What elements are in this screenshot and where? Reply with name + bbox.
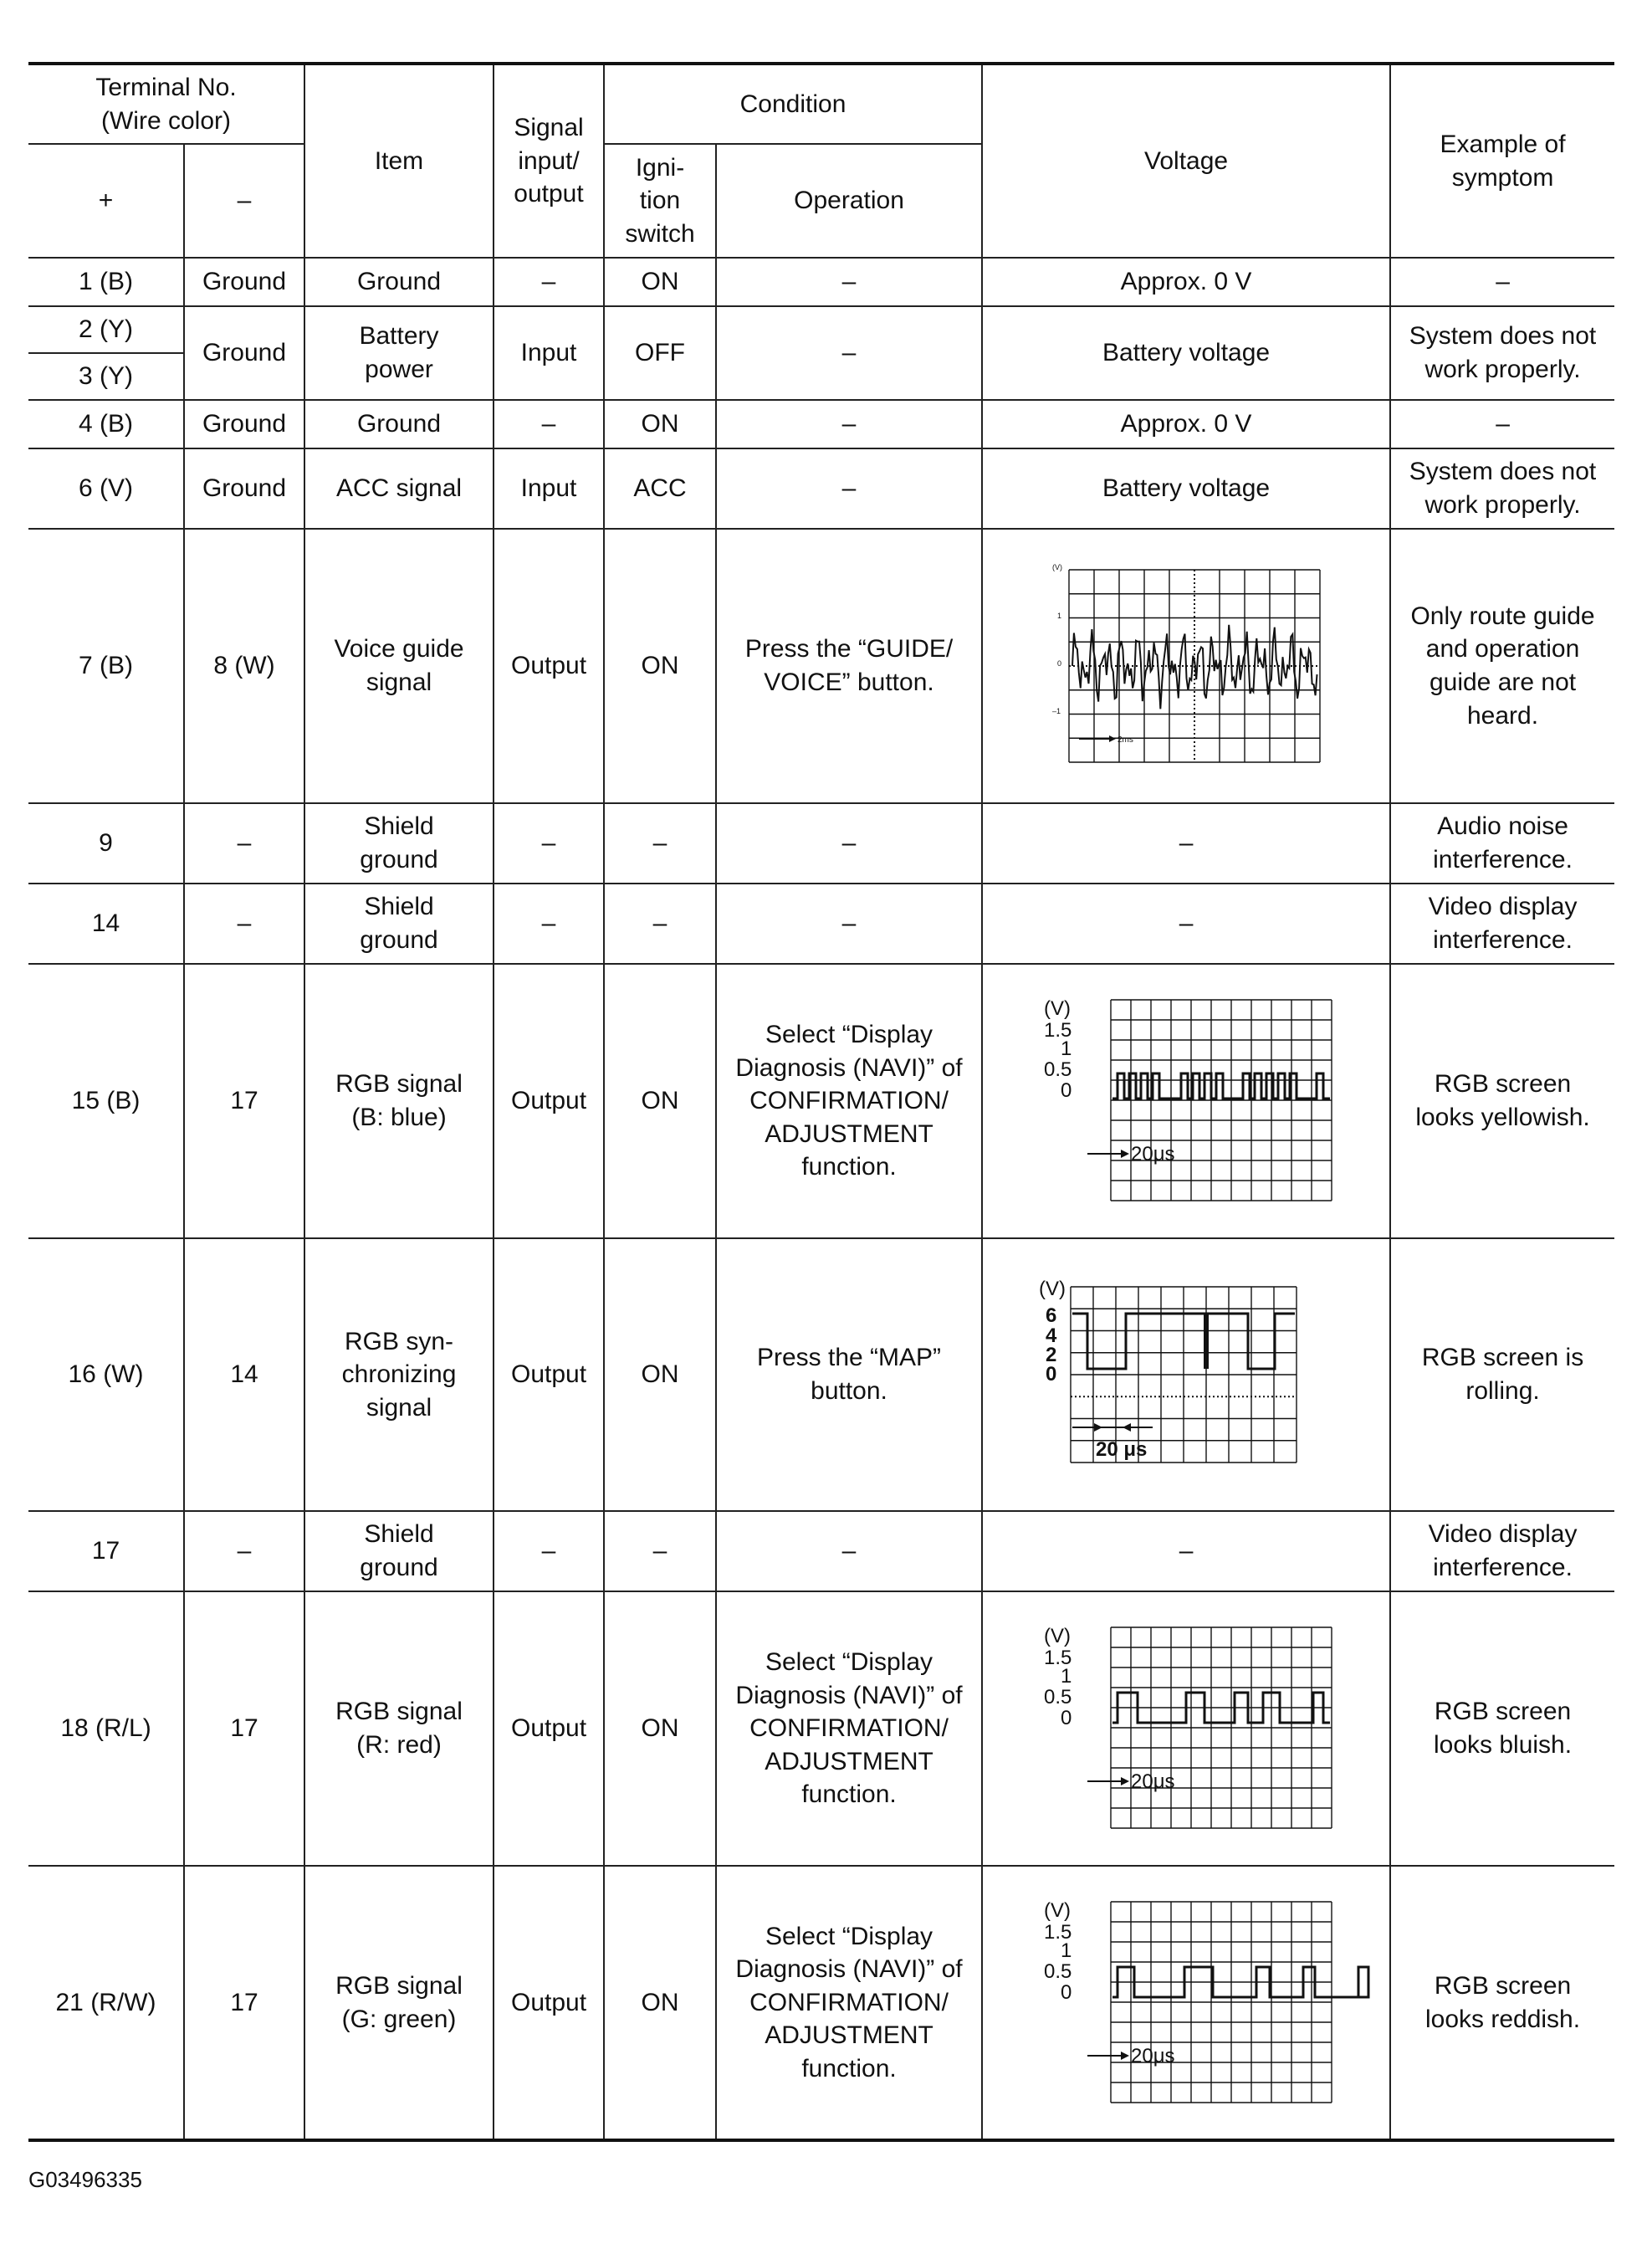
- rgb-sync-waveform-scope: [1036, 1270, 1337, 1479]
- terminal-plus: 14: [28, 884, 184, 964]
- operation-cell: –: [716, 258, 982, 306]
- ignition-header: Igni- tion switch: [604, 144, 716, 258]
- voltage-cell: [982, 1591, 1390, 1866]
- terminal-minus: 14: [184, 1238, 304, 1511]
- operation-cell: Press the “MAP” button.: [716, 1238, 982, 1511]
- io-cell: Input: [494, 448, 604, 529]
- table-row: [28, 258, 1614, 306]
- table-row: [28, 1511, 1614, 1591]
- scope-tick-label: 0: [1061, 1079, 1072, 1102]
- symptom-cell: System does not work properly.: [1390, 448, 1614, 529]
- scale-arrowhead: [1121, 1150, 1129, 1158]
- operation-cell: Press the “GUIDE/ VOICE” button.: [716, 529, 982, 803]
- terminal-plus: 17: [28, 1511, 184, 1591]
- ignition-cell: ON: [604, 400, 716, 448]
- scope-scale-label: 20μs: [1131, 2044, 1175, 2067]
- io-cell: –: [494, 884, 604, 964]
- scope-tick-label: 1: [1061, 1665, 1072, 1688]
- terminal-plus: 7 (B): [28, 529, 184, 803]
- scope-scale-label: 20μs: [1131, 1770, 1175, 1793]
- scope-tick-label: 6: [1046, 1304, 1057, 1327]
- symptom-cell: RGB screen looks yellowish.: [1390, 964, 1614, 1238]
- io-cell: Output: [494, 1591, 604, 1866]
- scope-tick-label: 1: [1057, 612, 1062, 620]
- scope-grid: [1111, 1627, 1332, 1828]
- voltage-cell: –: [982, 884, 1390, 964]
- table-row: [28, 400, 1614, 448]
- io-cell: Output: [494, 529, 604, 803]
- terminal-minus: Ground: [184, 448, 304, 529]
- voltage-cell: [982, 529, 1390, 803]
- ignition-cell: ON: [604, 258, 716, 306]
- terminal-minus: –: [184, 884, 304, 964]
- ignition-cell: –: [604, 1511, 716, 1591]
- operation-cell: Select “Display Diagnosis (NAVI)” of CONFIRMATION/ ADJUSTMENT function.: [716, 1866, 982, 2140]
- item-cell: Shield ground: [304, 1511, 494, 1591]
- scope-tick-label: 0: [1061, 1707, 1072, 1729]
- table-row: [28, 884, 1614, 964]
- item-cell: RGB signal (R: red): [304, 1591, 494, 1866]
- terminal-minus: 8 (W): [184, 529, 304, 803]
- voltage-header: Voltage: [982, 64, 1390, 258]
- item-cell: RGB signal (B: blue): [304, 964, 494, 1238]
- operation-cell: –: [716, 400, 982, 448]
- ignition-cell: –: [604, 884, 716, 964]
- scale-arrowhead: [1123, 1423, 1131, 1432]
- scope-scale-label: 2ms: [1118, 735, 1133, 745]
- scope-grid: [1111, 1000, 1332, 1201]
- scope-tick-label: 1.5: [1044, 1019, 1072, 1042]
- terminal-plus: 1 (B): [28, 258, 184, 306]
- ignition-cell: ACC: [604, 448, 716, 529]
- table-row: [28, 803, 1614, 884]
- scope-tick-label: 0.5: [1044, 1959, 1072, 1983]
- ignition-cell: ON: [604, 529, 716, 803]
- voltage-cell: [982, 1238, 1390, 1511]
- symptom-header: Example of symptom: [1390, 64, 1614, 258]
- scope-tick-label: 0: [1061, 1980, 1072, 2004]
- operation-cell: –: [716, 1511, 982, 1591]
- operation-cell: Select “Display Diagnosis (NAVI)” of CONFIRMATION/ ADJUSTMENT function.: [716, 964, 982, 1238]
- terminal-minus: 17: [184, 1591, 304, 1866]
- voltage-cell: –: [982, 1511, 1390, 1591]
- rgb-red-waveform-scope: [1036, 1624, 1337, 1833]
- scope-tick-label: 1: [1061, 1939, 1072, 1962]
- item-cell: RGB signal (G: green): [304, 1866, 494, 2140]
- scope-scale-label: 20 μs: [1096, 1438, 1148, 1461]
- item-cell: Voice guide signal: [304, 529, 494, 803]
- io-cell: –: [494, 1511, 604, 1591]
- symptom-cell: RGB screen looks bluish.: [1390, 1591, 1614, 1866]
- item-cell: Battery power: [304, 306, 494, 400]
- terminal-spec-sheet: [28, 62, 1614, 2142]
- table-row: [28, 529, 1614, 803]
- scope-tick-label: –1: [1052, 707, 1061, 715]
- item-cell: Shield ground: [304, 803, 494, 884]
- condition-header: Condition: [604, 64, 982, 144]
- operation-cell: –: [716, 306, 982, 400]
- scope-unit-label: (V): [1044, 1625, 1071, 1647]
- rgb-blue-waveform-scope: [1036, 996, 1337, 1206]
- scope-tick-label: 1: [1061, 1037, 1072, 1060]
- io-cell: –: [494, 400, 604, 448]
- terminal-plus: 15 (B): [28, 964, 184, 1238]
- terminal-plus: 18 (R/L): [28, 1591, 184, 1866]
- item-cell: Ground: [304, 400, 494, 448]
- item-cell: Ground: [304, 258, 494, 306]
- table-row: [28, 964, 1614, 1238]
- scope-tick-label: 4: [1046, 1324, 1057, 1347]
- terminal-minus: –: [184, 1511, 304, 1591]
- scale-arrowhead: [1094, 1423, 1102, 1432]
- symptom-cell: RGB screen looks reddish.: [1390, 1866, 1614, 2140]
- scope-tick-label: 0.5: [1044, 1058, 1072, 1081]
- scope-tick-label: 0.5: [1044, 1686, 1072, 1708]
- ignition-cell: ON: [604, 964, 716, 1238]
- terminal-minus: –: [184, 803, 304, 884]
- ignition-cell: –: [604, 803, 716, 884]
- io-cell: Output: [494, 964, 604, 1238]
- voltage-cell: Battery voltage: [982, 448, 1390, 529]
- scale-arrowhead: [1121, 2052, 1129, 2060]
- voltage-cell: –: [982, 803, 1390, 884]
- symptom-cell: System does not work properly.: [1390, 306, 1614, 400]
- voltage-cell: Approx. 0 V: [982, 400, 1390, 448]
- operation-cell: –: [716, 448, 982, 529]
- symptom-cell: Only route guide and operation guide are not heard.: [1390, 529, 1614, 803]
- scope-scale-label: 20μs: [1131, 1143, 1175, 1165]
- scope-tick-label: 2: [1046, 1344, 1057, 1366]
- rgb-blue-trace: [1112, 1073, 1330, 1099]
- voltage-cell: Battery voltage: [982, 306, 1390, 400]
- voltage-cell: [982, 964, 1390, 1238]
- symptom-cell: Video display interference.: [1390, 884, 1614, 964]
- scope-unit-label: (V): [1052, 563, 1063, 571]
- terminal-plus: 2 (Y): [28, 306, 184, 353]
- table-row: [28, 1866, 1614, 2140]
- terminal-table: [28, 62, 1614, 2142]
- terminal-minus: Ground: [184, 306, 304, 400]
- terminal-plus: 3 (Y): [28, 353, 184, 400]
- symptom-cell: Video display interference.: [1390, 1511, 1614, 1591]
- scope-tick-label: 1.5: [1044, 1920, 1072, 1944]
- scope-unit-label: (V): [1044, 1898, 1071, 1922]
- terminal-plus: 6 (V): [28, 448, 184, 529]
- operation-cell: –: [716, 803, 982, 884]
- ignition-cell: OFF: [604, 306, 716, 400]
- operation-cell: Select “Display Diagnosis (NAVI)” of CONFIRMATION/ ADJUSTMENT function.: [716, 1591, 982, 1866]
- minus-header: –: [184, 144, 304, 258]
- symptom-cell: –: [1390, 258, 1614, 306]
- voltage-cell: [982, 1866, 1390, 2140]
- table-row: [28, 448, 1614, 529]
- terminal-plus: 21 (R/W): [28, 1866, 184, 2140]
- rgb-green-waveform-scope: [1036, 1898, 1337, 2108]
- document-code: G03496335: [28, 2167, 142, 2192]
- terminal-minus: 17: [184, 1866, 304, 2140]
- io-cell: Input: [494, 306, 604, 400]
- terminal-minus: 17: [184, 964, 304, 1238]
- io-cell: –: [494, 803, 604, 884]
- terminal-header: Terminal No. (Wire color): [28, 64, 304, 144]
- ignition-cell: ON: [604, 1238, 716, 1511]
- operation-header: Operation: [716, 144, 982, 258]
- scope-unit-label: (V): [1039, 1278, 1066, 1300]
- item-header: Item: [304, 64, 494, 258]
- io-cell: –: [494, 258, 604, 306]
- symptom-cell: Audio noise interference.: [1390, 803, 1614, 884]
- terminal-plus: 9: [28, 803, 184, 884]
- voice-waveform-scope: [1052, 561, 1320, 771]
- terminal-minus: Ground: [184, 400, 304, 448]
- table-row: [28, 306, 1614, 353]
- io-cell: Output: [494, 1866, 604, 2140]
- table-row: [28, 1591, 1614, 1866]
- scale-arrowhead: [1121, 1777, 1129, 1785]
- plus-header: +: [28, 144, 184, 258]
- symptom-cell: –: [1390, 400, 1614, 448]
- scope-tick-label: 0: [1046, 1363, 1057, 1386]
- voltage-cell: Approx. 0 V: [982, 258, 1390, 306]
- scope-tick-label: 0: [1057, 659, 1062, 668]
- scope-unit-label: (V): [1044, 997, 1071, 1020]
- scale-arrowhead: [1109, 735, 1116, 742]
- item-cell: ACC signal: [304, 448, 494, 529]
- terminal-plus: 4 (B): [28, 400, 184, 448]
- item-cell: RGB syn- chronizing signal: [304, 1238, 494, 1511]
- table-row: [28, 1238, 1614, 1511]
- signal-io-header: Signal input/ output: [494, 64, 604, 258]
- scope-grid: [1111, 1902, 1332, 2103]
- item-cell: Shield ground: [304, 884, 494, 964]
- terminal-plus: 16 (W): [28, 1238, 184, 1511]
- ignition-cell: ON: [604, 1866, 716, 2140]
- symptom-cell: RGB screen is rolling.: [1390, 1238, 1614, 1511]
- scope-tick-label: 1.5: [1044, 1647, 1072, 1669]
- sync-burst-mark: [1204, 1314, 1209, 1369]
- terminal-minus: Ground: [184, 258, 304, 306]
- ignition-cell: ON: [604, 1591, 716, 1866]
- io-cell: Output: [494, 1238, 604, 1511]
- operation-cell: –: [716, 884, 982, 964]
